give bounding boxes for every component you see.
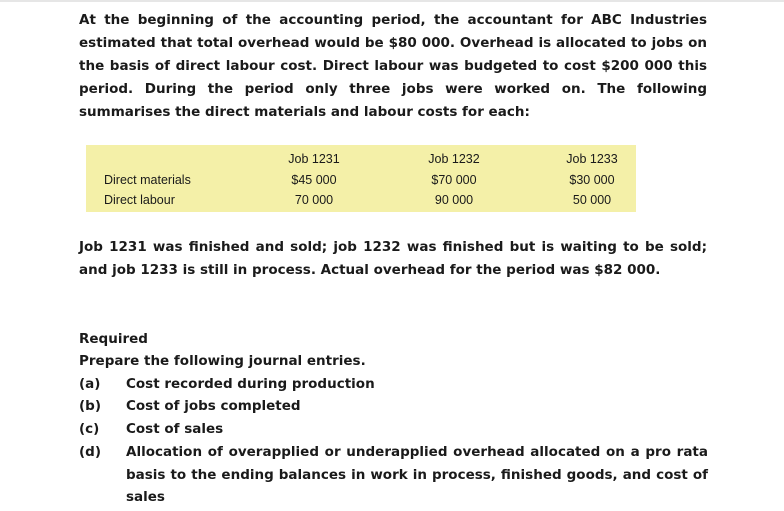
list-item-label: (a) — [79, 376, 101, 392]
table-cell: $30 000 — [569, 173, 615, 187]
cost-table — [86, 145, 636, 212]
table-cell: 70 000 — [294, 193, 334, 207]
required-heading: Required — [79, 331, 148, 347]
list-item-text: Cost of jobs completed — [126, 398, 301, 414]
table-header-job-1232: Job 1232 — [428, 152, 480, 166]
table-header-job-1231: Job 1231 — [288, 152, 340, 166]
intro-paragraph: At the beginning of the accounting period, the accountant for ABC Industries estimated that total overhead would be $80 000. Overhead is allocated to jobs on the basis of direct labour cost. Direct labour was budgeted to cost $200 000 this period. During the period only three jobs were worked on. The following summarises the direct materials and labour costs for each: — [79, 12, 707, 120]
status-paragraph: Job 1231 was finished and sold; job 1232 was finished but is waiting to be sold; and job 1233 is still in process. Actual overhead for the period was $82 000. — [79, 239, 707, 278]
list-item-text: Cost of sales — [126, 421, 224, 437]
table-cell: 90 000 — [434, 193, 474, 207]
table-cell: $70 000 — [431, 173, 477, 187]
table-row-label-labour: Direct labour — [104, 193, 175, 207]
list-item-label: (c) — [79, 421, 100, 437]
table-cell: $45 000 — [291, 173, 337, 187]
list-item-label: (b) — [79, 398, 102, 414]
list-item-label: (d) — [79, 444, 102, 460]
required-instruction: Prepare the following journal entries. — [79, 353, 366, 369]
list-item-text: Allocation of overapplied or underapplied overhead allocated on a pro rata basis to the ending balances in work in process, finished goods, and cost of sales — [126, 444, 708, 505]
list-item-text: Cost recorded during production — [126, 376, 375, 392]
top-border — [0, 0, 784, 2]
table-header-job-1233: Job 1233 — [566, 152, 618, 166]
table-cell: 50 000 — [572, 193, 612, 207]
table-row-label-materials: Direct materials — [104, 173, 191, 187]
